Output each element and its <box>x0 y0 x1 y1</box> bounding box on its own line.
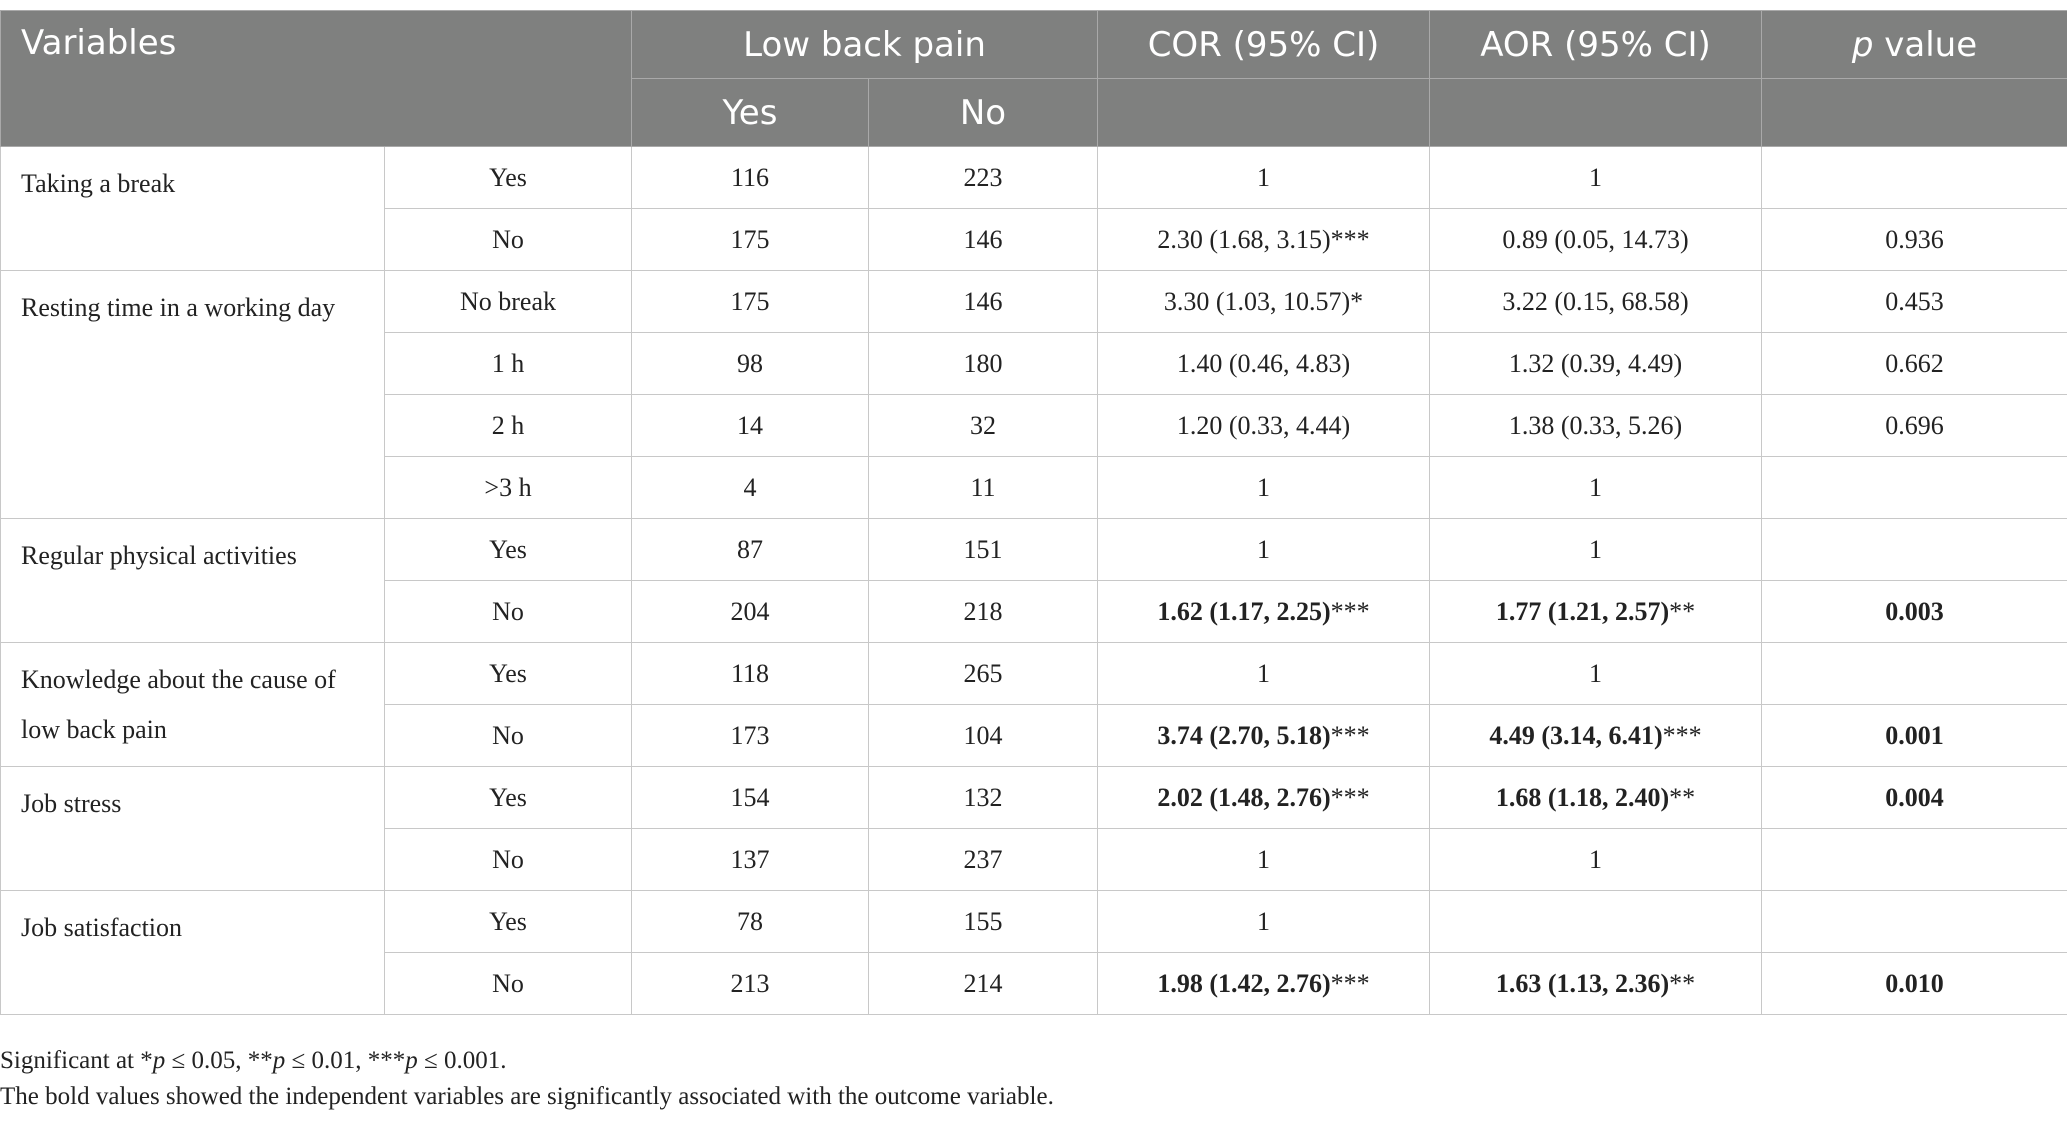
p-cell <box>1762 891 2067 953</box>
aor-cell: 1.38 (0.33, 5.26) <box>1430 395 1762 457</box>
category-cell: No <box>385 209 632 271</box>
yes-count: 213 <box>632 953 869 1015</box>
aor-stars: ** <box>1669 968 1696 998</box>
p-symbol: p <box>1851 24 1874 65</box>
aor-bold-value: 1.63 (1.13, 2.36) <box>1495 968 1670 998</box>
table-row <box>1 643 2067 705</box>
aor-cell: 1 <box>1430 643 1762 705</box>
cor-cell <box>1098 705 1430 767</box>
p-cell: 0.662 <box>1762 333 2067 395</box>
results-table <box>0 10 2067 1015</box>
aor-cell: 1.32 (0.39, 4.49) <box>1430 333 1762 395</box>
header-p-value <box>1762 11 2067 79</box>
header-no: No <box>869 79 1098 147</box>
cor-cell: 1 <box>1098 829 1430 891</box>
no-count: 180 <box>869 333 1098 395</box>
variable-label: Job satisfaction <box>1 891 385 1015</box>
cor-stars: *** <box>1330 720 1370 750</box>
header-variables: Variables <box>1 11 632 147</box>
p-cell <box>1762 457 2067 519</box>
yes-count: 173 <box>632 705 869 767</box>
no-count: 104 <box>869 705 1098 767</box>
cor-bold-value: 2.02 (1.48, 2.76) <box>1157 782 1331 812</box>
category-cell: 1 h <box>385 333 632 395</box>
no-count: 155 <box>869 891 1098 953</box>
no-count: 223 <box>869 147 1098 209</box>
footnote-p: p <box>152 1047 166 1074</box>
no-count: 32 <box>869 395 1098 457</box>
header-aor-blank <box>1430 79 1762 147</box>
p-cell: 0.936 <box>1762 209 2067 271</box>
yes-count: 98 <box>632 333 869 395</box>
category-cell: Yes <box>385 767 632 829</box>
cor-stars: *** <box>1330 968 1370 998</box>
aor-cell <box>1430 891 1762 953</box>
no-count: 265 <box>869 643 1098 705</box>
table-row <box>1 767 2067 829</box>
yes-count: 175 <box>632 271 869 333</box>
aor-cell <box>1430 953 1762 1015</box>
aor-cell: 0.89 (0.05, 14.73) <box>1430 209 1762 271</box>
header-aor: AOR (95% CI) <box>1430 11 1762 79</box>
cor-cell: 1 <box>1098 519 1430 581</box>
table-row <box>1 891 2067 953</box>
aor-cell: 1 <box>1430 147 1762 209</box>
yes-count: 154 <box>632 767 869 829</box>
cor-cell <box>1098 581 1430 643</box>
p-cell <box>1762 829 2067 891</box>
category-cell: No <box>385 581 632 643</box>
aor-cell <box>1430 581 1762 643</box>
cor-cell <box>1098 953 1430 1015</box>
cor-bold-value: 1.98 (1.42, 2.76) <box>1157 968 1331 998</box>
p-cell: 0.004 <box>1762 767 2067 829</box>
cor-stars: *** <box>1330 782 1370 812</box>
p-cell: 0.003 <box>1762 581 2067 643</box>
aor-cell: 1 <box>1430 829 1762 891</box>
p-cell <box>1762 643 2067 705</box>
no-count: 132 <box>869 767 1098 829</box>
yes-count: 87 <box>632 519 869 581</box>
footnote-text: ≤ 0.01, *** <box>285 1047 406 1074</box>
variable-label: Resting time in a working day <box>1 271 385 519</box>
yes-count: 118 <box>632 643 869 705</box>
header-cor-blank <box>1098 79 1430 147</box>
yes-count: 4 <box>632 457 869 519</box>
footnote-text: ≤ 0.001. <box>417 1047 507 1074</box>
yes-count: 14 <box>632 395 869 457</box>
header-p-blank <box>1762 79 2067 147</box>
yes-count: 204 <box>632 581 869 643</box>
cor-cell <box>1098 767 1430 829</box>
cor-cell: 1 <box>1098 643 1430 705</box>
aor-cell: 1 <box>1430 457 1762 519</box>
category-cell: Yes <box>385 891 632 953</box>
category-cell: No <box>385 829 632 891</box>
cor-cell: 2.30 (1.68, 3.15)*** <box>1098 209 1430 271</box>
category-cell: 2 h <box>385 395 632 457</box>
aor-cell: 3.22 (0.15, 68.58) <box>1430 271 1762 333</box>
p-value-suffix: value <box>1873 24 1978 65</box>
aor-stars: ** <box>1669 782 1696 812</box>
table-row <box>1 519 2067 581</box>
table-row <box>1 147 2067 209</box>
header-row <box>1 11 2067 79</box>
category-cell: Yes <box>385 519 632 581</box>
cor-bold-value: 1.62 (1.17, 2.25) <box>1157 596 1331 626</box>
significance-footnote <box>0 1047 506 1075</box>
p-cell: 0.453 <box>1762 271 2067 333</box>
category-cell: Yes <box>385 147 632 209</box>
yes-count: 137 <box>632 829 869 891</box>
cor-stars: *** <box>1330 596 1370 626</box>
yes-count: 78 <box>632 891 869 953</box>
footnote-p: p <box>272 1047 286 1074</box>
p-cell <box>1762 519 2067 581</box>
variable-label: Regular physical activities <box>1 519 385 643</box>
no-count: 218 <box>869 581 1098 643</box>
footnote-text: Significant at * <box>0 1047 153 1074</box>
aor-bold-value: 1.68 (1.18, 2.40) <box>1495 782 1670 812</box>
p-cell <box>1762 147 2067 209</box>
category-cell: No break <box>385 271 632 333</box>
p-cell: 0.010 <box>1762 953 2067 1015</box>
bold-values-footnote: The bold values showed the independent variables are significantly associated with the outcome variable. <box>0 1083 1054 1110</box>
cor-cell: 1.20 (0.33, 4.44) <box>1098 395 1430 457</box>
cor-cell: 1 <box>1098 457 1430 519</box>
variable-label: Taking a break <box>1 147 385 271</box>
variable-label: Job stress <box>1 767 385 891</box>
cor-cell: 1 <box>1098 891 1430 953</box>
table-row <box>1 271 2067 333</box>
yes-count: 116 <box>632 147 869 209</box>
aor-stars: ** <box>1669 596 1696 626</box>
cor-cell: 1 <box>1098 147 1430 209</box>
aor-cell: 1 <box>1430 519 1762 581</box>
no-count: 146 <box>869 271 1098 333</box>
aor-cell <box>1430 767 1762 829</box>
aor-bold-value: 1.77 (1.21, 2.57) <box>1495 596 1670 626</box>
cor-bold-value: 3.74 (2.70, 5.18) <box>1157 720 1331 750</box>
no-count: 146 <box>869 209 1098 271</box>
header-yes: Yes <box>632 79 869 147</box>
header-cor: COR (95% CI) <box>1098 11 1430 79</box>
category-cell: >3 h <box>385 457 632 519</box>
category-cell: Yes <box>385 643 632 705</box>
no-count: 237 <box>869 829 1098 891</box>
p-cell: 0.001 <box>1762 705 2067 767</box>
cor-cell: 3.30 (1.03, 10.57)* <box>1098 271 1430 333</box>
p-cell: 0.696 <box>1762 395 2067 457</box>
yes-count: 175 <box>632 209 869 271</box>
aor-bold-value: 4.49 (3.14, 6.41) <box>1489 720 1663 750</box>
category-cell: No <box>385 953 632 1015</box>
cor-cell: 1.40 (0.46, 4.83) <box>1098 333 1430 395</box>
footnote-p: p <box>405 1047 418 1074</box>
header-low-back-pain: Low back pain <box>632 11 1098 79</box>
variable-label: Knowledge about the cause of low back pain <box>1 643 385 767</box>
category-cell: No <box>385 705 632 767</box>
aor-cell <box>1430 705 1762 767</box>
footnote-text: ≤ 0.05, ** <box>165 1047 273 1074</box>
aor-stars: *** <box>1662 720 1702 750</box>
no-count: 11 <box>869 457 1098 519</box>
no-count: 214 <box>869 953 1098 1015</box>
no-count: 151 <box>869 519 1098 581</box>
